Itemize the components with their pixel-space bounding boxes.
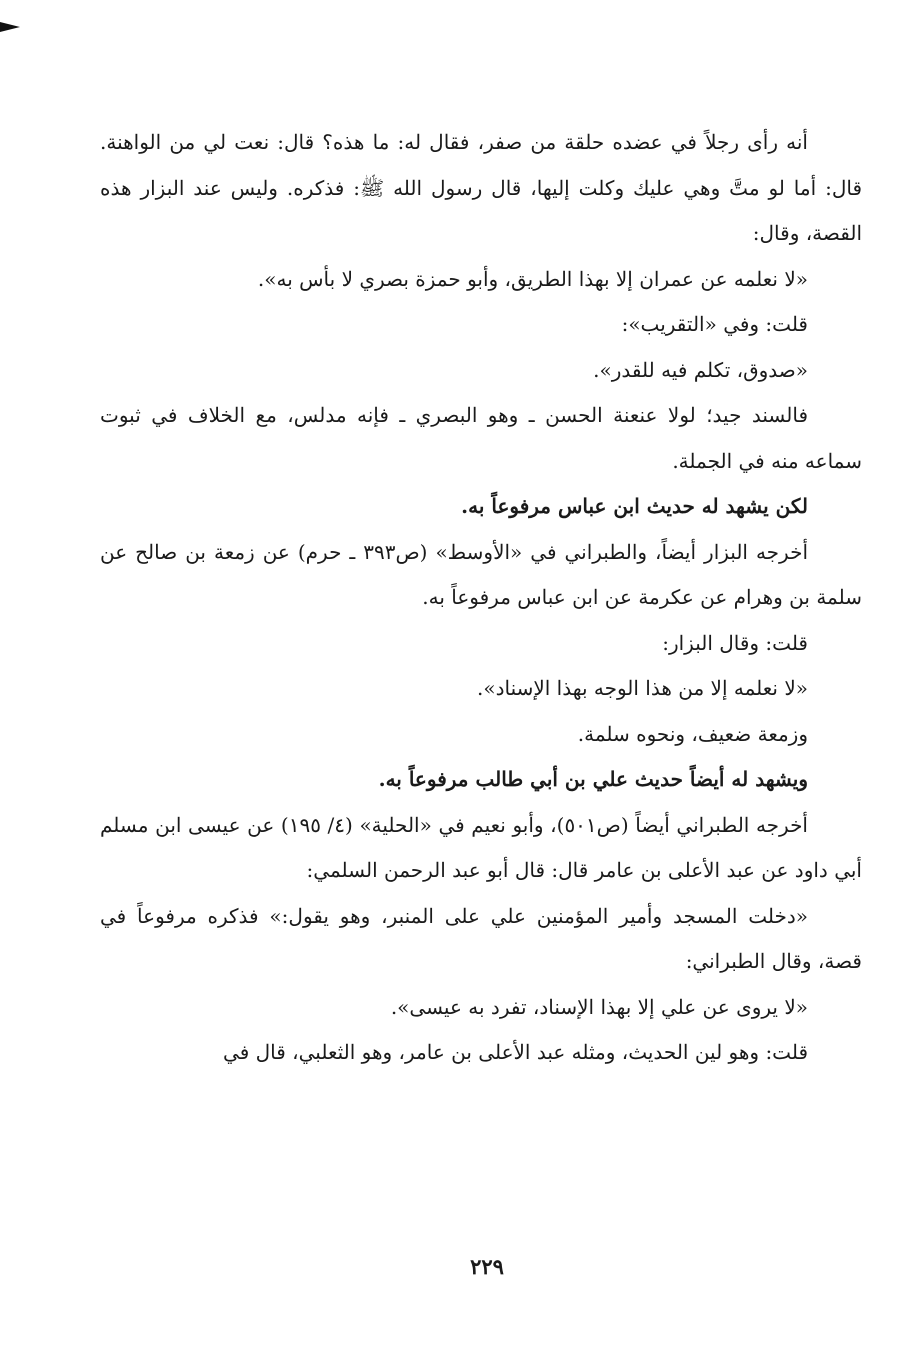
heading-ibn-abbas-witness: لكن يشهد له حديث ابن عباس مرفوعاً به.: [461, 494, 808, 518]
quote-bazzar-imran: «لا نعلمه عن عمران إلا بهذا الطريق، وأبو حمزة بصري لا بأس به».: [257, 266, 808, 291]
quote-taqrib: «صدوق، تكلم فيه للقدر».: [593, 357, 808, 382]
paragraph-sanad-assessment: فالسند جيد؛ لولا عنعنة الحسن ـ وهو البصري ـ فإنه مدلس، مع الخلاف في ثبوت سماعه منه في الجملة.: [100, 403, 862, 473]
quote-mosque-story: «دخلت المسجد وأمير المؤمنين علي على المنبر، وهو يقول:» فذكره مرفوعاً في قصة، وقال الطبراني:: [100, 903, 862, 973]
paragraph-zamaa-weak: وزمعة ضعيف، ونحوه سلمة.: [577, 721, 808, 746]
paragraph-hadith-narration: أنه رأى رجلاً في عضده حلقة من صفر، فقال له: ما هذه؟ قال: نعت لي من الواهنة. قال: أما لو متَّ وهي عليك وكلت إليها، قال رسول الله ﷺ: فذكره. وليس عند البزار هذه القصة، وقال:: [100, 130, 862, 245]
page-body: [100, 120, 862, 1076]
page-number-value: ٢٢٩: [470, 1254, 504, 1279]
paragraph-bazzar-said: قلت: وقال البزار:: [662, 630, 808, 655]
quote-tabarani-isnad: «لا يروى عن علي إلا بهذا الإسناد، تفرد به عيسى».: [390, 994, 808, 1019]
heading-ali-witness: ويشهد له أيضاً حديث علي بن أبي طالب مرفوعاً به.: [378, 767, 808, 791]
paragraph-bazzar-tabarani: أخرجه البزار أيضاً، والطبراني في «الأوسط» (ص٣٩٣ ـ حرم) عن زمعة بن صالح عن سلمة بن وهرام عن عكرمة عن ابن عباس مرفوعاً به.: [100, 539, 862, 609]
paragraph-tabarani-abu-nuaym: أخرجه الطبراني أيضاً (ص٥٠١)، وأبو نعيم في «الحلية» (٤/ ١٩٥) عن عيسى ابن مسلم أبي داود عن عبد الأعلى بن عامر قال: قال أبو عبد الرحمن السلمي:: [100, 812, 862, 882]
quote-bazzar-isnad: «لا نعلمه إلا من هذا الوجه بهذا الإسناد».: [476, 676, 808, 700]
paragraph-taqrib: قلت: وفي «التقريب»:: [621, 312, 808, 336]
page-number: [0, 1254, 914, 1279]
page-corner-marker: [0, 22, 20, 32]
paragraph-lin-hadith: قلت: وهو لين الحديث، ومثله عبد الأعلى بن عامر، وهو الثعلبي، قال في: [223, 1040, 808, 1064]
